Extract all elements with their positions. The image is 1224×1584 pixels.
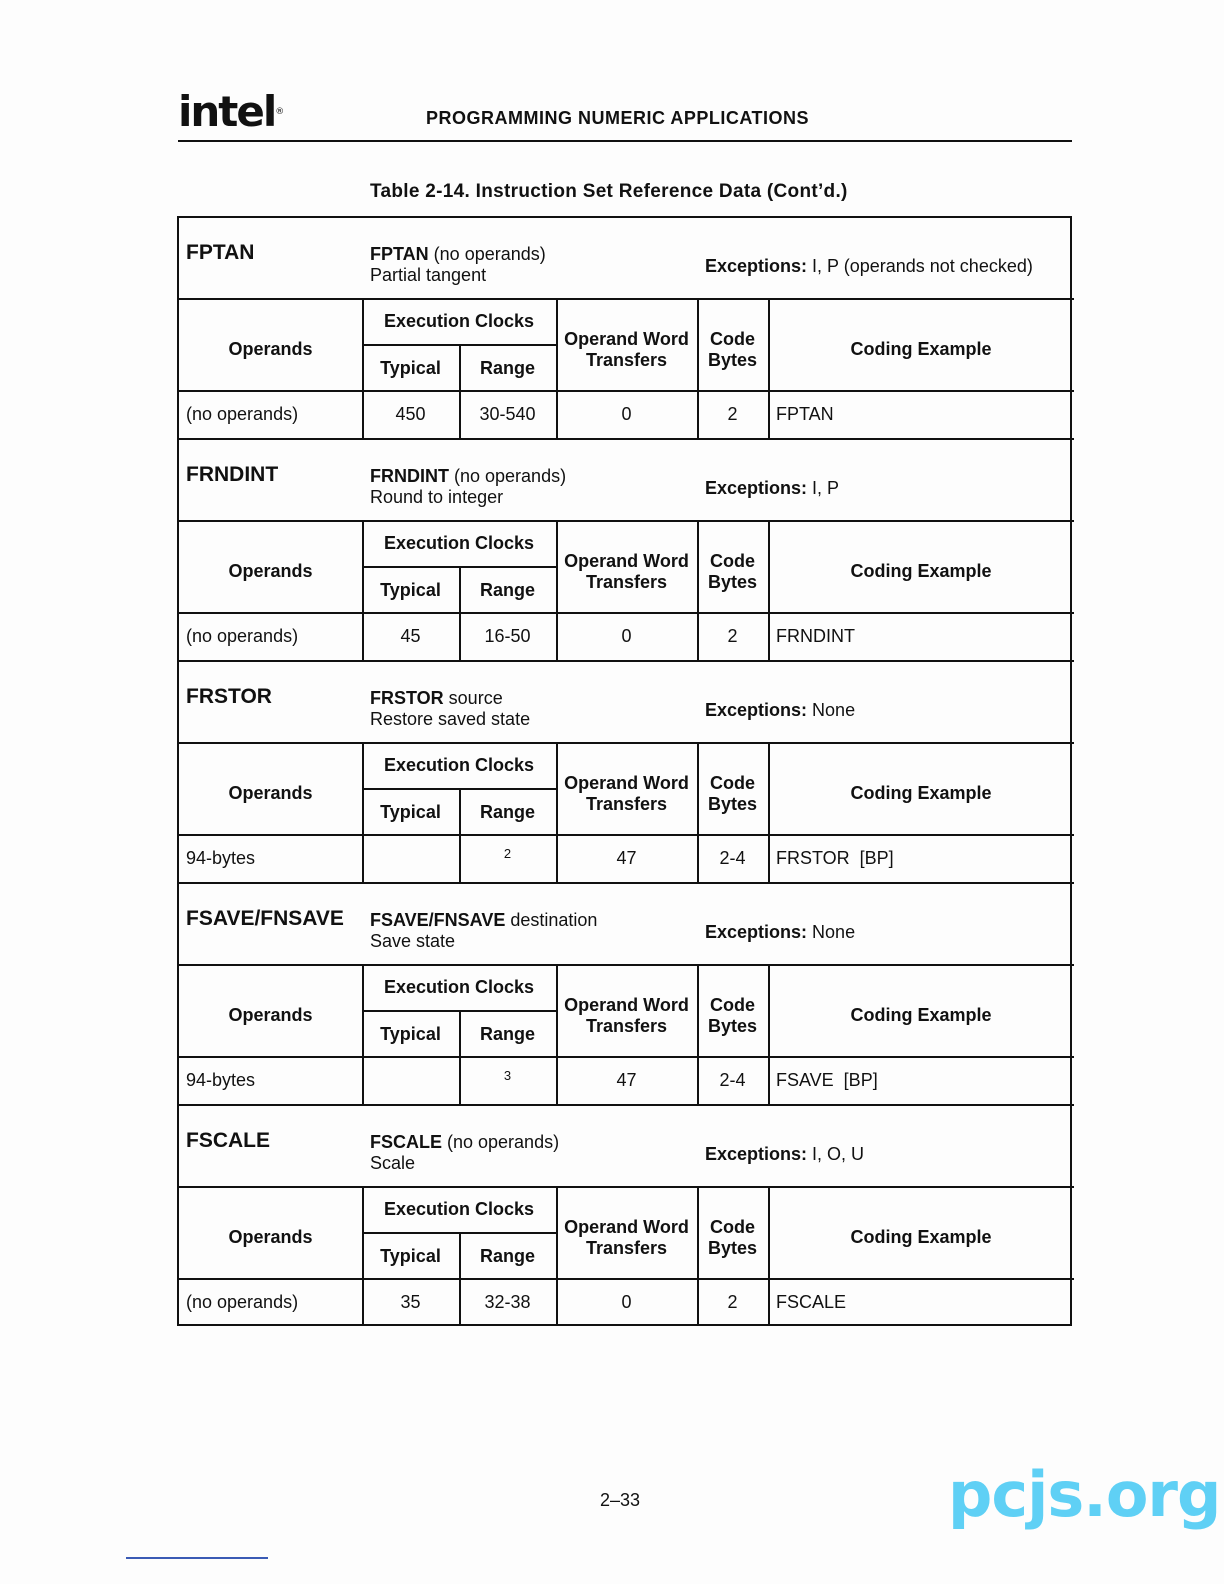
row-rule [179,1056,1074,1058]
row-rule [179,834,1074,836]
syntax-operand: destination [505,910,598,930]
row-typical: 45 [400,626,421,646]
row-transfers: 0 [621,1292,632,1312]
row-rule [179,1278,1074,1280]
row-rule [179,390,1074,392]
code-heading: Code [710,329,755,349]
exceptions-label: Exceptions: [705,256,808,276]
row-operands: (no operands) [186,404,299,424]
row-rule [179,1186,1074,1188]
mnemonic-title: FSAVE/FNSAVE [186,907,344,930]
col-rule [768,299,770,438]
link-underline [126,1557,268,1559]
row-code-bytes: 2-4 [719,848,746,868]
typical-heading: Typical [380,802,441,822]
syntax-mnemonic: FRSTOR [370,688,444,708]
syntax-mnemonic: FRNDINT [370,466,449,486]
syntax-mnemonic: FPTAN [370,244,429,264]
row-typical: 35 [400,1292,421,1312]
row-code-bytes: 2 [727,404,738,424]
code-heading: Code [710,773,755,793]
operands-heading: Operands [228,783,313,803]
row-code-bytes: 2 [727,626,738,646]
coding-example-heading: Coding Example [850,339,992,359]
code-heading: Code [710,995,755,1015]
syntax-line [370,466,566,487]
syntax-operand: (no operands) [442,1132,560,1152]
row-operands: (no operands) [186,626,299,646]
mnemonic-title: FRNDINT [186,463,279,486]
operand-word-heading: Operand Word [564,773,689,793]
exceptions-line [705,922,855,943]
col-rule [768,1187,770,1326]
range-heading: Range [479,1246,535,1266]
exceptions-value: I, P [812,478,840,498]
row-transfers: 47 [616,1070,637,1090]
exceptions-label: Exceptions: [705,700,808,720]
mnemonic-title: FRSTOR [186,685,272,708]
mnemonic-title: FSCALE [186,1129,270,1152]
row-rule [179,964,1074,966]
typical-heading: Typical [380,580,441,600]
intel-logo: intel® [178,87,283,136]
row-range: 32-38 [484,1292,531,1312]
typical-heading: Typical [380,358,441,378]
description: Partial tangent [370,265,487,285]
operand-word-heading: Operand Word [564,551,689,571]
exceptions-line [705,700,855,721]
execution-clocks-heading: Execution Clocks [383,533,535,553]
operand-word-heading: Operand Word [564,995,689,1015]
mnemonic-title: FPTAN [186,241,255,264]
operands-heading: Operands [228,1227,313,1247]
range-heading: Range [479,358,535,378]
operand-word-heading: Operand Word [564,1217,689,1237]
transfers-heading: Transfers [585,794,668,814]
row-rule [179,660,1074,662]
description: Restore saved state [370,709,531,729]
row-code-bytes: 2 [727,1292,738,1312]
description: Round to integer [370,487,504,507]
syntax-operand: (no operands) [428,244,546,264]
pcjs-watermark[interactable]: pcjs.org [948,1458,1221,1531]
row-range: 30-540 [479,404,536,424]
range-heading: Range [479,802,535,822]
exceptions-value: I, O, U [812,1144,865,1164]
syntax-operand: source [443,688,503,708]
transfers-heading: Transfers [585,572,668,592]
exceptions-value: None [812,922,856,942]
exceptions-value: None [812,700,856,720]
row-rule [179,520,1074,522]
bytes-heading: Bytes [707,1238,758,1258]
col-rule [768,965,770,1104]
row-rule [179,612,1074,614]
typical-heading: Typical [380,1246,441,1266]
row-rule [179,438,1074,440]
transfers-heading: Transfers [585,1016,668,1036]
row-transfers: 47 [616,848,637,868]
row-transfers: 0 [621,404,632,424]
row-code-bytes: 2-4 [719,1070,746,1090]
row-coding-example: FRSTOR [BP] [776,848,894,868]
coding-example-heading: Coding Example [850,1005,992,1025]
row-rule [179,742,1074,744]
range-heading: Range [479,580,535,600]
coding-example-heading: Coding Example [850,561,992,581]
row-operands: (no operands) [186,1292,299,1312]
col-rule [768,521,770,660]
exceptions-line [705,256,1033,277]
row-rule [179,298,1074,300]
row-typical: 450 [395,404,426,424]
execution-clocks-heading: Execution Clocks [383,1199,535,1219]
operands-heading: Operands [228,561,313,581]
row-range: 16-50 [484,626,531,646]
bytes-heading: Bytes [707,350,758,370]
running-head: PROGRAMMING NUMERIC APPLICATIONS [426,108,809,128]
row-transfers: 0 [621,626,632,646]
exceptions-label: Exceptions: [705,478,808,498]
row-coding-example: FPTAN [776,404,834,424]
exceptions-line [705,1144,864,1165]
transfers-heading: Transfers [585,1238,668,1258]
code-heading: Code [710,551,755,571]
row-coding-example: FRNDINT [776,626,855,646]
bytes-heading: Bytes [707,794,758,814]
exceptions-label: Exceptions: [705,1144,808,1164]
syntax-line [370,244,546,265]
page-number: 2–33 [600,1490,641,1510]
coding-example-heading: Coding Example [850,783,992,803]
table-caption: Table 2-14. Instruction Set Reference Data (Cont’d.) [370,181,848,202]
description: Save state [370,931,456,951]
bytes-heading: Bytes [707,1016,758,1036]
execution-clocks-heading: Execution Clocks [383,977,535,997]
description: Scale [370,1153,416,1173]
syntax-line [370,1132,559,1153]
exceptions-label: Exceptions: [705,922,808,942]
instruction-table [177,216,1072,1326]
syntax-operand: (no operands) [449,466,567,486]
col-rule [768,743,770,882]
operand-word-heading: Operand Word [564,329,689,349]
execution-clocks-heading: Execution Clocks [383,311,535,331]
syntax-line [370,688,503,709]
row-range: 2 [503,846,512,861]
bytes-heading: Bytes [707,572,758,592]
syntax-line [370,910,597,931]
exceptions-line [705,478,839,499]
operands-heading: Operands [228,339,313,359]
transfers-heading: Transfers [585,350,668,370]
syntax-mnemonic: FSAVE/FNSAVE [370,910,506,930]
code-heading: Code [710,1217,755,1237]
typical-heading: Typical [380,1024,441,1044]
syntax-mnemonic: FSCALE [370,1132,442,1152]
row-range: 3 [503,1068,512,1083]
execution-clocks-heading: Execution Clocks [383,755,535,775]
range-heading: Range [479,1024,535,1044]
row-rule [179,1104,1074,1106]
coding-example-heading: Coding Example [850,1227,992,1247]
operands-heading: Operands [228,1005,313,1025]
row-coding-example: FSCALE [776,1292,847,1312]
row-operands: 94-bytes [186,1070,256,1090]
row-rule [179,882,1074,884]
row-operands: 94-bytes [186,848,256,868]
header-rule [178,140,1072,142]
row-coding-example: FSAVE [BP] [776,1070,878,1090]
exceptions-value: I, P (operands not checked) [812,256,1033,276]
